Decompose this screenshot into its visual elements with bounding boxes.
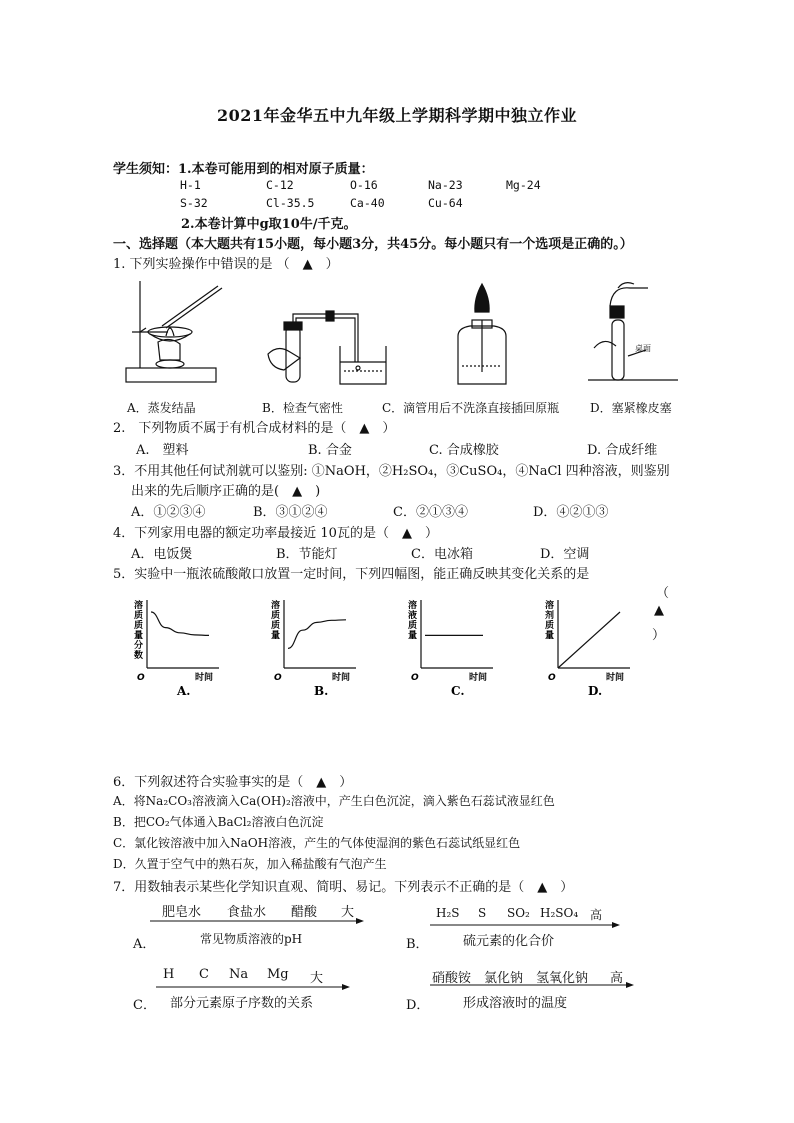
stopper-tube-figure: [588, 283, 678, 380]
q5-chart-c-xlabel: 时间: [469, 673, 488, 683]
q7-b-item-4: H₂SO₄: [540, 906, 579, 920]
q7-b-caption: 硫元素的化合价: [463, 934, 555, 949]
q7-stem: 7．用数轴表示某些化学知识直观、简明、易记。下列表示不正确的是（ ▲ ）: [113, 880, 574, 895]
q3-line1: 3．不用其他任何试剂就可以鉴别: ①NaOH，②H₂SO₄，③CuSO₄，④NaCl 四种溶液，则鉴别: [113, 464, 670, 479]
q5-triangle: ▲: [654, 603, 664, 618]
q4-stem: 4．下列家用电器的额定功率最接近 10瓦的是（ ▲ ）: [113, 526, 438, 541]
q1-option-c: C．滴管用后不洗涤直接插回原瓶: [382, 401, 560, 415]
q5-chart-c-origin: O: [411, 673, 419, 683]
q5-stem: 5．实验中一瓶浓硫酸敞口放置一定时间，下列四幅图，能正确反映其变化关系的是: [113, 567, 590, 582]
mass-na: Na-23: [428, 178, 463, 192]
q7-b-item-1: H₂S: [436, 906, 460, 920]
q5-chart-d-xlabel: 时间: [606, 673, 625, 683]
mass-ca: Ca-40: [350, 196, 385, 210]
mass-h: H-1: [180, 178, 201, 192]
q7-d-axis-arrow: [430, 980, 635, 990]
q3-option-c: C．②①③④: [393, 505, 468, 520]
q2-option-d: D. 合成纤维: [587, 443, 658, 458]
q7-b-item-5: 高: [590, 908, 603, 922]
q7-a-item-4: 大: [341, 905, 355, 920]
q7-d-caption: 形成溶液时的温度: [463, 996, 568, 1011]
q5-bracket-close: ）: [652, 628, 666, 643]
q2-stem: 2. 下列物质不属于有机合成材料的是（ ▲ ）: [113, 421, 396, 436]
q7-c-letter: C．: [133, 998, 156, 1013]
q7-d-item-3: 氢氧化钠: [536, 971, 589, 986]
q7-c-item-3: Na: [229, 967, 249, 982]
q7-a-axis-arrow: [150, 916, 365, 926]
q4-option-b: B．节能灯: [276, 547, 338, 562]
q5-chart-a-xlabel: 时间: [195, 673, 214, 683]
q6-option-a: A．将Na₂CO₃溶液滴入Ca(OH)₂溶液中，产生白色沉淀，滴入紫色石蕊试液显红色: [113, 794, 555, 808]
mass-cu: Cu-64: [428, 196, 463, 210]
q5-chart-a-origin: O: [137, 673, 145, 683]
q5-chart-b-origin: O: [274, 673, 282, 683]
q7-a-item-3: 醋酸: [291, 905, 318, 920]
q2-option-b: B. 合金: [308, 443, 352, 458]
q7-b-axis-arrow: [430, 920, 620, 930]
q5-chart-d-curve: [558, 612, 620, 668]
q3-option-b: B．③①②④: [253, 505, 328, 520]
q7-a-letter: A．: [133, 937, 156, 952]
q3-line2: 出来的先后顺序正确的是( ▲ ): [131, 484, 321, 499]
q7-d-item-4: 高: [610, 971, 624, 986]
q7-c-item-1: H: [163, 967, 175, 982]
q1-stem: 1. 下列实验操作中错误的是 （ ▲ ）: [113, 257, 339, 272]
q5-chart-d-letter: D.: [588, 684, 603, 698]
q6-option-d: D．久置于空气中的熟石灰，加入稀盐酸有气泡产生: [113, 857, 387, 871]
evaporation-apparatus-figure: [126, 281, 222, 382]
page-title: 2021年金华五中九年级上学期科学期中独立作业: [216, 106, 578, 125]
q2-option-c: C. 合成橡胶: [429, 443, 499, 458]
q5-chart-a-ylabel: 溶质质量分数: [134, 601, 144, 661]
q7-c-item-5: 大: [310, 971, 324, 986]
q4-option-c: C．电冰箱: [411, 547, 473, 562]
q5-chart-a-curve: [151, 612, 209, 635]
q7-a-item-1: 肥皂水: [162, 905, 202, 920]
q5-chart-c-ylabel: 溶液质量: [408, 601, 418, 641]
q3-option-a: A．①②③④: [131, 505, 206, 520]
mass-mg: Mg-24: [506, 178, 541, 192]
q5-chart-d-origin: O: [548, 673, 556, 683]
q7-c-item-4: Mg: [267, 967, 289, 982]
notes-line: [113, 158, 374, 177]
notes-item1: 1.本卷可能用到的相对原子质量：: [178, 162, 374, 177]
q5-chart-b-curve: [288, 620, 346, 649]
notes-item2: 2.本卷计算中g取10牛/千克。: [181, 217, 357, 232]
q5-bracket-open: （: [656, 586, 670, 601]
airtightness-check-figure: [268, 311, 386, 384]
mass-o: O-16: [350, 178, 378, 192]
q7-a-caption: 常见物质溶液的pH: [200, 932, 303, 946]
mass-cl: Cl-35.5: [266, 196, 315, 210]
q7-b-item-2: S: [478, 906, 487, 920]
q2-option-a: A. 塑料: [136, 443, 189, 458]
q6-option-b: B．把CO₂气体通入BaCl₂溶液白色沉淀: [113, 815, 324, 829]
q7-d-letter: D．: [406, 998, 430, 1013]
q7-a-item-2: 食盐水: [227, 905, 267, 920]
mass-s: S-32: [180, 196, 208, 210]
q1-figures: [118, 276, 678, 396]
q5-chart-b-xlabel: 时间: [332, 673, 351, 683]
q7-b-letter: B．: [406, 937, 429, 952]
q1-option-a: A．蒸发结晶: [127, 401, 196, 415]
q5-chart-a-letter: A.: [177, 684, 191, 698]
dropper-bottle-figure: [458, 284, 506, 384]
q5-chart-b-letter: B.: [314, 684, 329, 698]
q1-option-d: D．塞紧橡皮塞: [590, 401, 672, 415]
table-label: 桌面: [635, 344, 651, 353]
notes-prefix: 学生须知：: [113, 162, 179, 177]
q1-option-b: B．检查气密性: [262, 401, 343, 415]
q6-stem: 6．下列叙述符合实验事实的是（ ▲ ）: [113, 775, 353, 790]
q4-option-d: D．空调: [540, 547, 590, 562]
mass-c: C-12: [266, 178, 294, 192]
q5-chart-c-letter: C.: [451, 684, 465, 698]
section-header: 一、选择题（本大题共有15小题，每小题3分，共45分。每小题只有一个选项是正确的。）: [113, 237, 633, 252]
q6-option-c: C．氯化铵溶液中加入NaOH溶液，产生的气体使湿润的紫色石蕊试纸显红色: [113, 836, 521, 850]
q7-c-axis-arrow: [156, 982, 351, 992]
q5-chart-b-ylabel: 溶质质量: [271, 601, 281, 641]
q7-c-item-2: C: [199, 967, 209, 982]
q7-b-item-3: SO₂: [507, 906, 530, 920]
q4-option-a: A．电饭煲: [131, 547, 193, 562]
q3-option-d: D．④②①③: [533, 505, 609, 520]
q7-d-item-1: 硝酸铵: [432, 971, 472, 986]
q7-d-item-2: 氯化钠: [484, 971, 524, 986]
q5-charts: [125, 596, 665, 711]
q5-chart-d-ylabel: 溶剂质量: [545, 601, 555, 641]
q7-c-caption: 部分元素原子序数的关系: [170, 996, 314, 1011]
